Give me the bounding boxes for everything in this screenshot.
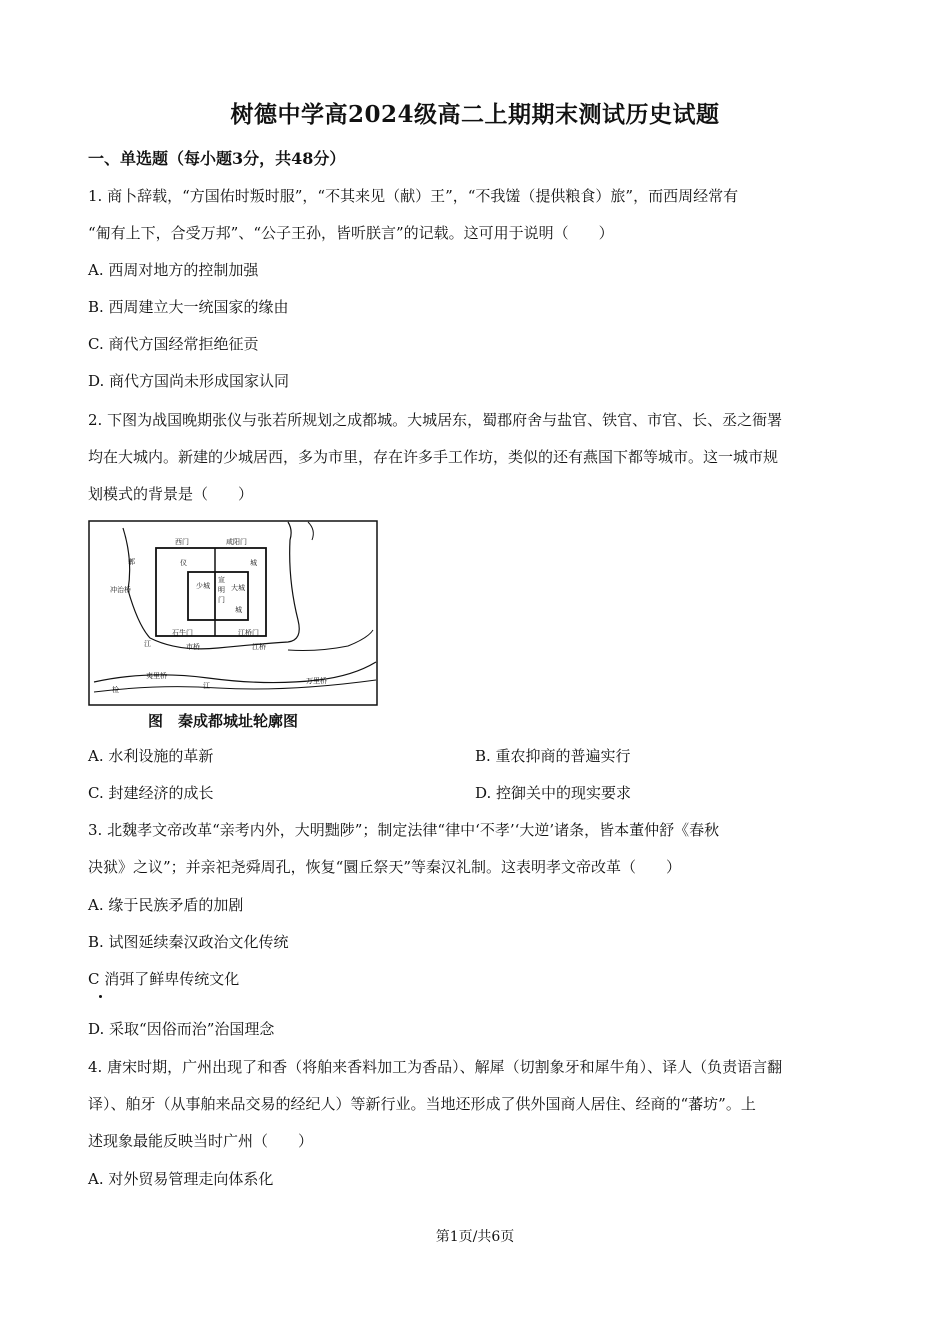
map-label-men: 门 xyxy=(218,596,225,604)
exam-title: 树德中学高2024级高二上期期末测试历史试题 xyxy=(230,101,720,128)
q4-option-a: A. 对外贸易管理走向体系化 xyxy=(88,1170,274,1188)
map-caption: 图 秦成都城址轮廓图 xyxy=(148,712,299,730)
q3-option-a: A. 缘于民族矛盾的加剧 xyxy=(88,896,244,914)
q3-option-d: D. 采取“因俗而治”治国理念 xyxy=(88,1020,275,1038)
map-label-xuan: 宣 xyxy=(218,576,225,584)
map-label-cheng3: 城 xyxy=(235,606,242,614)
map-label-jiang1: 江 xyxy=(144,640,151,648)
map-label-xianyang-gate: 咸阳门 xyxy=(226,538,247,546)
map-label-jiangqiao-gate: 江桥门 xyxy=(238,629,259,637)
q2-option-b: B. 重农抑商的普遍实行 xyxy=(475,747,631,765)
q1-option-d: D. 商代方国尚未形成国家认同 xyxy=(88,372,290,390)
map-label-jiang2: 江 xyxy=(203,682,210,690)
map-label-yi: 仪 xyxy=(180,559,187,567)
q4-line-1: 4. 唐宋时期，广州出现了和香（将舶来香料加工为香品）、解犀（切割象牙和犀牛角）、译人（负责语言翻 xyxy=(88,1058,783,1076)
q3-option-c: C 消弭了鲜卑传统文化 xyxy=(88,970,240,988)
map-label-shiniu: 石牛门 xyxy=(172,629,193,637)
q2-option-c: C. 封建经济的成长 xyxy=(88,784,214,802)
q1-option-c: C. 商代方国经常拒绝征贡 xyxy=(88,335,259,353)
map-label-yili: 夷里桥 xyxy=(146,672,167,680)
map-label-jiangqiao: 江桥 xyxy=(252,643,266,651)
q4-line-3: 述现象最能反映当时广州（ ） xyxy=(88,1132,314,1150)
q4-line-2: 译）、舶牙（从事舶来品交易的经纪人）等新行业。当地还形成了供外国商人居住、经商的“蕃坊”。上 xyxy=(88,1095,756,1113)
map-label-dacheng: 大城 xyxy=(231,584,245,592)
q3-line-2: 决狱》之议”；并亲祀尧舜周孔，恢复“圜丘祭天”等秦汉礼制。这表明孝文帝改革（ ） xyxy=(88,858,682,876)
q1-option-b: B. 西周建立大一统国家的缘由 xyxy=(88,298,289,316)
section-heading: 一、单选题（每小题3分，共48分） xyxy=(88,149,346,168)
q2-line-1: 2. 下图为战国晚期张仪与张若所规划之成都城。大城居东，蜀郡府舍与盐官、铁官、市官、长、丞之衙署 xyxy=(88,411,783,429)
map-label-du: 郫 xyxy=(128,558,135,566)
q2-option-d: D. 控御关中的现实要求 xyxy=(475,784,632,802)
map-label-cheng2: 城 xyxy=(203,582,210,590)
map-label-west-gate: 西门 xyxy=(175,538,189,546)
q1-line-1: 1. 商卜辞载，“方国佑时叛时服”，“不其来见（献）王”，“不我馐（提供粮食）旅”，而西周经常有 xyxy=(88,187,739,205)
q2-line-3: 划模式的背景是（ ） xyxy=(88,485,254,503)
q1-line-2: “匍有上下，合受万邦”、“公子王孙，皆听朕言”的记载。这可用于说明（ ） xyxy=(88,224,614,242)
q3-option-b: B. 试图延续秦汉政治文化传统 xyxy=(88,933,289,951)
map-label-chongzhi: 冲治桥 xyxy=(110,586,131,594)
q2-option-a: A. 水利设施的革新 xyxy=(88,747,214,765)
q3-line-1: 3. 北魏孝文帝改革“亲考内外，大明黜陟”；制定法律“律中‘不孝’‘大逆’诸条，皆本董仲舒《春秋 xyxy=(88,821,720,839)
map-label-cheng: 城 xyxy=(250,559,257,567)
q2-line-2: 均在大城内。新建的少城居西，多为市里，存在许多手工作坊，类似的还有燕国下都等城市。这一城市规 xyxy=(88,448,779,466)
map-label-shao: 少 xyxy=(196,582,203,590)
map-label-shiqiao: 市桥 xyxy=(186,643,200,651)
page-number: 第1页/共6页 xyxy=(435,1229,515,1245)
q1-option-a: A. 西周对地方的控制加强 xyxy=(88,261,259,279)
map-label-jian: 检 xyxy=(112,686,119,694)
chengdu-city-map xyxy=(88,520,378,706)
map-label-wanli: 万里桥 xyxy=(306,677,327,685)
stray-dot xyxy=(99,995,102,998)
map-label-ming: 明 xyxy=(218,586,225,594)
